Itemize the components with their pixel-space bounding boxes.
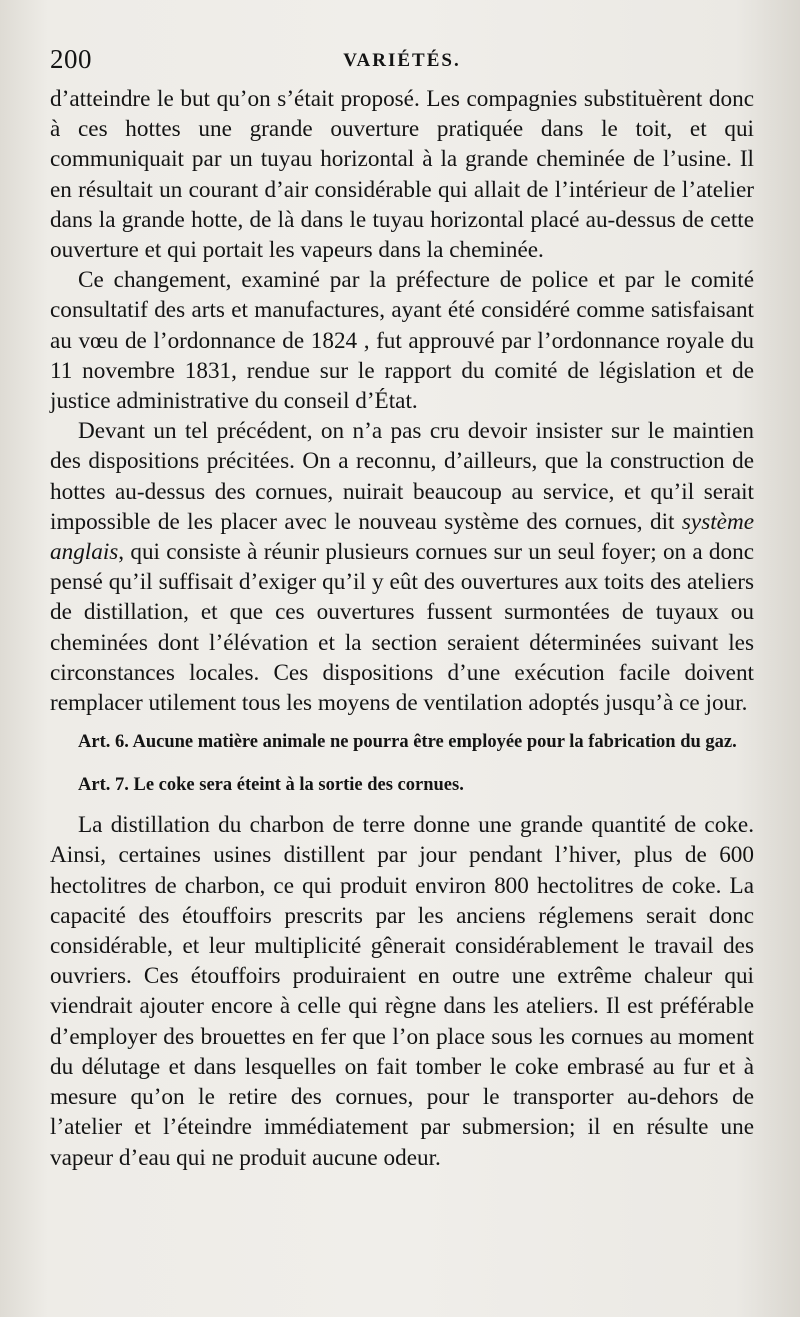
paragraph-text: Devant un tel précédent, on n’a pas cru devoir insister sur le maintien des dispositions précitées. On a reconnu, d’ailleurs, que la construction de hottes au-dessus des cornues, nuirait beaucoup au service, et qu’il serait impossible de les placer avec le nouveau système des cornues, dit <box>50 418 754 535</box>
body-text <box>50 84 754 718</box>
article-6 <box>50 728 754 757</box>
article-text: Le coke sera éteint à la sortie des cornues. <box>133 775 464 796</box>
article-label: Art. 7. <box>78 775 129 796</box>
running-head: VARIÉTÉS. <box>343 50 461 71</box>
paragraph-continuation: d’atteindre le but qu’on s’était proposé. Les compagnies substituèrent donc à ces hottes une grande ouverture pratiquée dans le toit, et qui communiquait par un tuyau horizontal à la grande cheminée de l’usine. Il en résultait un courant d’air considérable qui allait de l’intérieur de l’atelier dans la grande hotte, de là dans le tuyau horizontal placé au-dessus de cette ouverture et qui portait les vapeurs dans la cheminée. <box>50 86 754 264</box>
article-label: Art. 6. <box>78 732 129 753</box>
article-7 <box>50 771 754 800</box>
article-text: Aucune matière animale ne pourra être employée pour la fabrication du gaz. <box>132 732 737 753</box>
paragraph: Ce changement, examiné par la préfecture de police et par le comité consultatif des arts et manufactures, ayant été considéré comme satisfaisant au vœu de l’ordonnance de 1824 , fut approuvé par l’ordonnance royale du 11 novembre 1831, rendue sur le rapport du comité de législation et de justice administrative du conseil d’État. <box>50 267 754 415</box>
page-number: 200 <box>50 44 92 74</box>
paragraph-text: , qui consiste à réunir plusieurs cornues sur un seul foyer; on a donc pensé qu’il suffisait d’exiger qu’il y eût des ouvertures aux toits des ateliers de distillation, et que ces ouvertures fussent surmontées de tuyaux ou cheminées dont l’élévation et la section seraient déterminées suivant les circonstances locales. Ces dispositions d’une exécution facile doivent remplacer utilement tous les moyens de ventilation adoptés jusqu’à ce jour. <box>50 539 754 717</box>
spacer <box>50 800 754 810</box>
body-text-final <box>50 810 754 1172</box>
page-header <box>50 44 754 84</box>
paragraph: La distillation du charbon de terre donne une grande quantité de coke. Ainsi, certaines usines distillent par jour pendant l’hiver, plus de 600 hectolitres de charbon, ce qui produit environ 800 hectolitres de coke. La capacité des étouffoirs prescrits par les anciens réglemens serait donc considérable, et leur multiplicité gênerait considérablement le travail des ouvriers. Ces étouffoirs produiraient en outre une extrême chaleur qui viendrait ajouter encore à celle qui règne dans les ateliers. Il est préférable d’employer des brouettes en fer que l’on place sous les cornues au moment du délutage et dans lesquelles on fait tomber le coke embrasé au fur et à mesure qu’on le retire des cornues, pour le transporter au-dehors de l’atelier et l’éteindre immédiatement par submersion; il en résulte une vapeur d’eau qui ne produit aucune odeur. <box>50 812 754 1171</box>
italic-term: système anglais <box>50 508 754 566</box>
paragraph <box>50 416 754 718</box>
